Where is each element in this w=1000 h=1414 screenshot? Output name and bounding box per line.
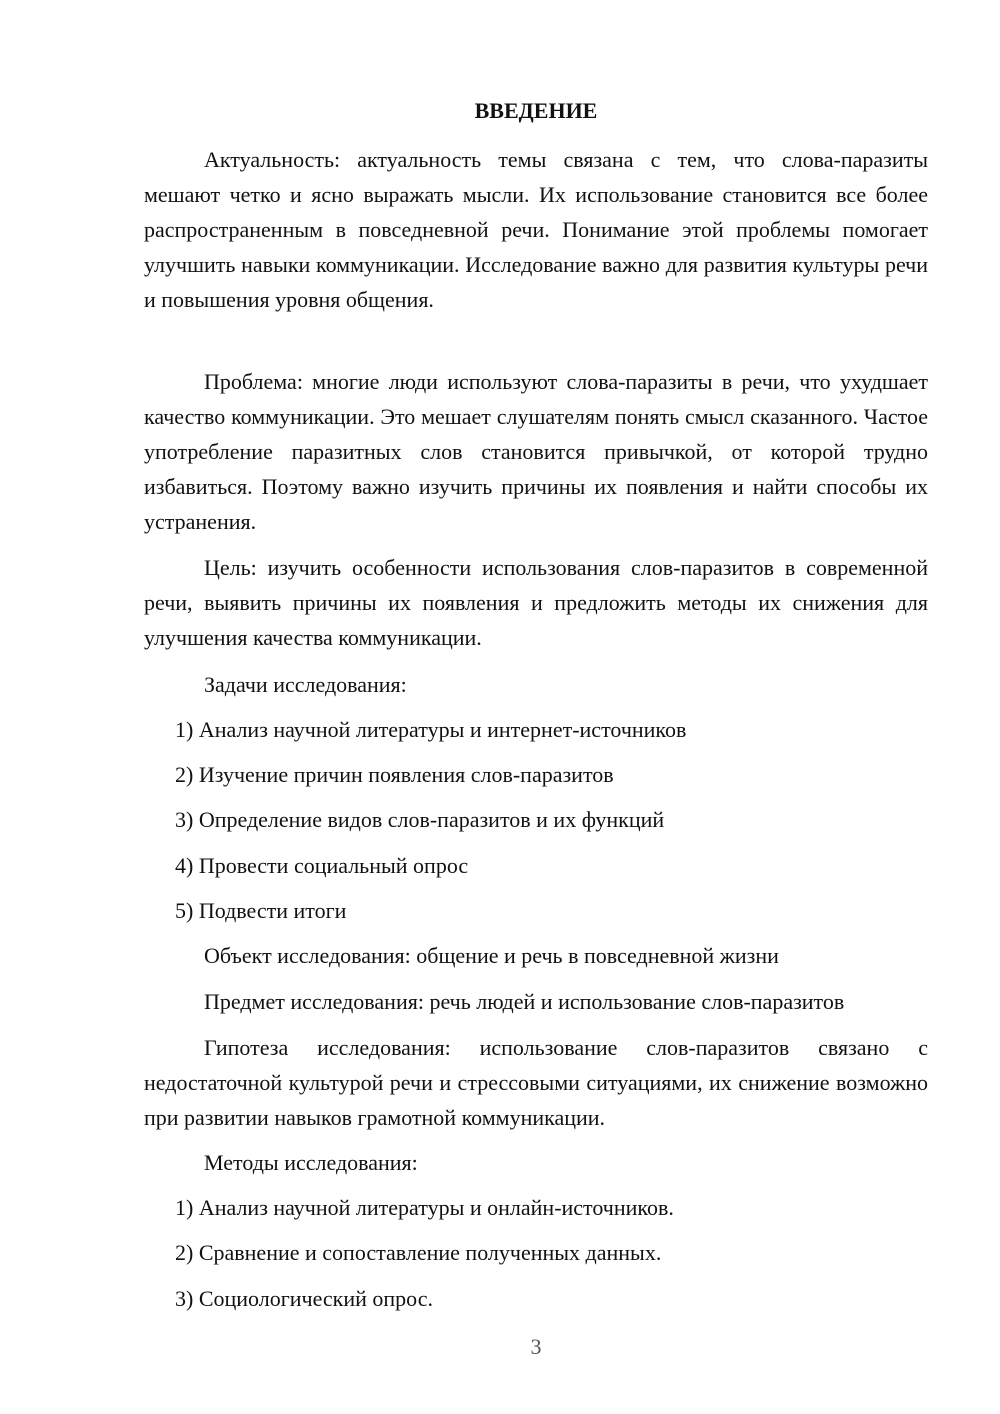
research-object: Объект исследования: общение и речь в повседневной жизни	[204, 943, 779, 968]
page-title: ВВЕДЕНИЕ	[474, 98, 598, 123]
problem-paragraph: Проблема: многие люди используют слова-паразиты в речи, что ухудшает качество коммуникации. Это мешает слушателям понять смысл сказанного. Частое употребление паразитных слов становится привычкой, от которой трудно избавиться. Поэтому важно изучить причины их появления и найти способы их устранения.	[144, 369, 928, 534]
task-item: 4) Провести социальный опрос	[175, 853, 469, 878]
task-item: 1) Анализ научной литературы и интернет-источников	[175, 717, 687, 742]
tasks-heading: Задачи исследования:	[204, 672, 407, 697]
hypothesis-paragraph: Гипотеза исследования: использование слов-паразитов связано с недостаточной культурой речи и стрессовыми ситуациями, их снижение возможно при развитии навыков грамотной коммуникации.	[144, 1035, 928, 1130]
relevance-paragraph: Актуальность: актуальность темы связана с тем, что слова-паразиты мешают четко и ясно выражать мысли. Их использование становится все более распространенным в повседневной речи. Понимание этой проблемы помогает улучшить навыки коммуникации. Исследование важно для развития культуры речи и повышения уровня общения.	[144, 147, 928, 312]
methods-heading: Методы исследования:	[204, 1150, 418, 1175]
research-subject: Предмет исследования: речь людей и использование слов-паразитов	[204, 989, 845, 1014]
task-item: 3) Определение видов слов-паразитов и их функций	[175, 807, 665, 832]
task-item: 2) Изучение причин появления слов-паразитов	[175, 762, 614, 787]
goal-paragraph: Цель: изучить особенности использования слов-паразитов в современной речи, выявить причины их появления и предложить методы их снижения для улучшения качества коммуникации.	[144, 555, 928, 650]
page-number: 3	[530, 1334, 542, 1359]
method-item: 3) Социологический опрос.	[175, 1286, 433, 1311]
method-item: 2) Сравнение и сопоставление полученных данных.	[175, 1240, 662, 1265]
method-item: 1) Анализ научной литературы и онлайн-источников.	[175, 1195, 674, 1220]
task-item: 5) Подвести итоги	[175, 898, 347, 923]
